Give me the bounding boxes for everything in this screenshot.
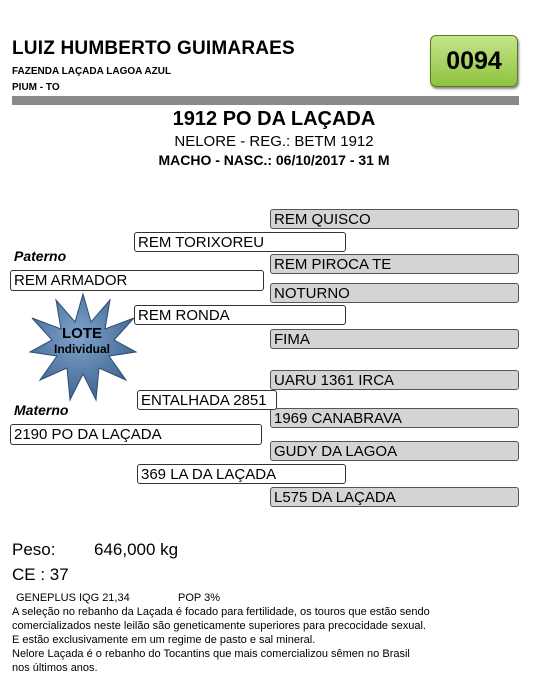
maternal-grandsire: ENTALHADA 2851 — [137, 390, 277, 410]
animal-name: 1912 PO DA LAÇADA — [172, 108, 376, 130]
great-grandparent-4: FIMA — [270, 329, 519, 349]
individual-label: Individual — [53, 342, 110, 356]
dam-name: 2190 PO DA LAÇADA — [10, 424, 262, 445]
lot-individual-text — [40, 325, 124, 356]
description — [12, 605, 532, 675]
great-grandparent-1: REM QUISCO — [270, 209, 519, 229]
owner-name: LUIZ HUMBERTO GUIMARAES — [12, 38, 295, 59]
pop-score: POP 3% — [178, 592, 220, 604]
farm-city: PIUM - TO — [12, 82, 60, 93]
lot-label: LOTE — [62, 325, 102, 342]
weight-value: 646,000 kg — [94, 540, 179, 559]
maternal-label: Materno — [14, 402, 69, 418]
sire-name: REM ARMADOR — [10, 270, 264, 291]
great-grandparent-3: NOTURNO — [270, 283, 519, 303]
weight-label: Peso: — [12, 540, 56, 559]
description-line: E estão exclusivamente em um regime de pasto e sal mineral. — [12, 634, 316, 646]
great-grandparent-5: UARU 1361 IRCA — [270, 370, 519, 390]
great-grandparent-6: 1969 CANABRAVA — [270, 408, 519, 428]
maternal-granddam: 369 LA DA LAÇADA — [137, 464, 346, 484]
description-line: nos últimos anos. — [12, 662, 98, 674]
description-line: comercializados neste leilão são geneticamente superiores para precocidade sexual. — [12, 620, 426, 632]
description-line: Nelore Laçada é o rebanho do Tocantins que mais comercializou sêmen no Brasil — [12, 648, 410, 660]
paternal-granddam: REM RONDA — [134, 305, 346, 325]
great-grandparent-7: GUDY DA LAGOA — [270, 441, 519, 461]
ce-value: CE : 37 — [12, 565, 69, 584]
geneplus-score: GENEPLUS IQG 21,34 — [16, 592, 130, 604]
paternal-label: Paterno — [14, 248, 67, 264]
animal-registration: NELORE - REG.: BETM 1912 — [174, 133, 374, 150]
paternal-grandsire: REM TORIXOREU — [134, 232, 346, 252]
great-grandparent-8: L575 DA LAÇADA — [270, 487, 519, 507]
farm-name: FAZENDA LAÇADA LAGOA AZUL — [12, 66, 172, 77]
header-divider — [12, 96, 519, 105]
great-grandparent-2: REM PIROCA TE — [270, 254, 519, 274]
lot-number-badge: 0094 — [430, 35, 518, 87]
description-line: A seleção no rebanho da Laçada é focado para fertilidade, os touros que estão sendo — [12, 606, 430, 618]
animal-sex-birth: MACHO - NASC.: 06/10/2017 - 31 M — [158, 152, 390, 168]
